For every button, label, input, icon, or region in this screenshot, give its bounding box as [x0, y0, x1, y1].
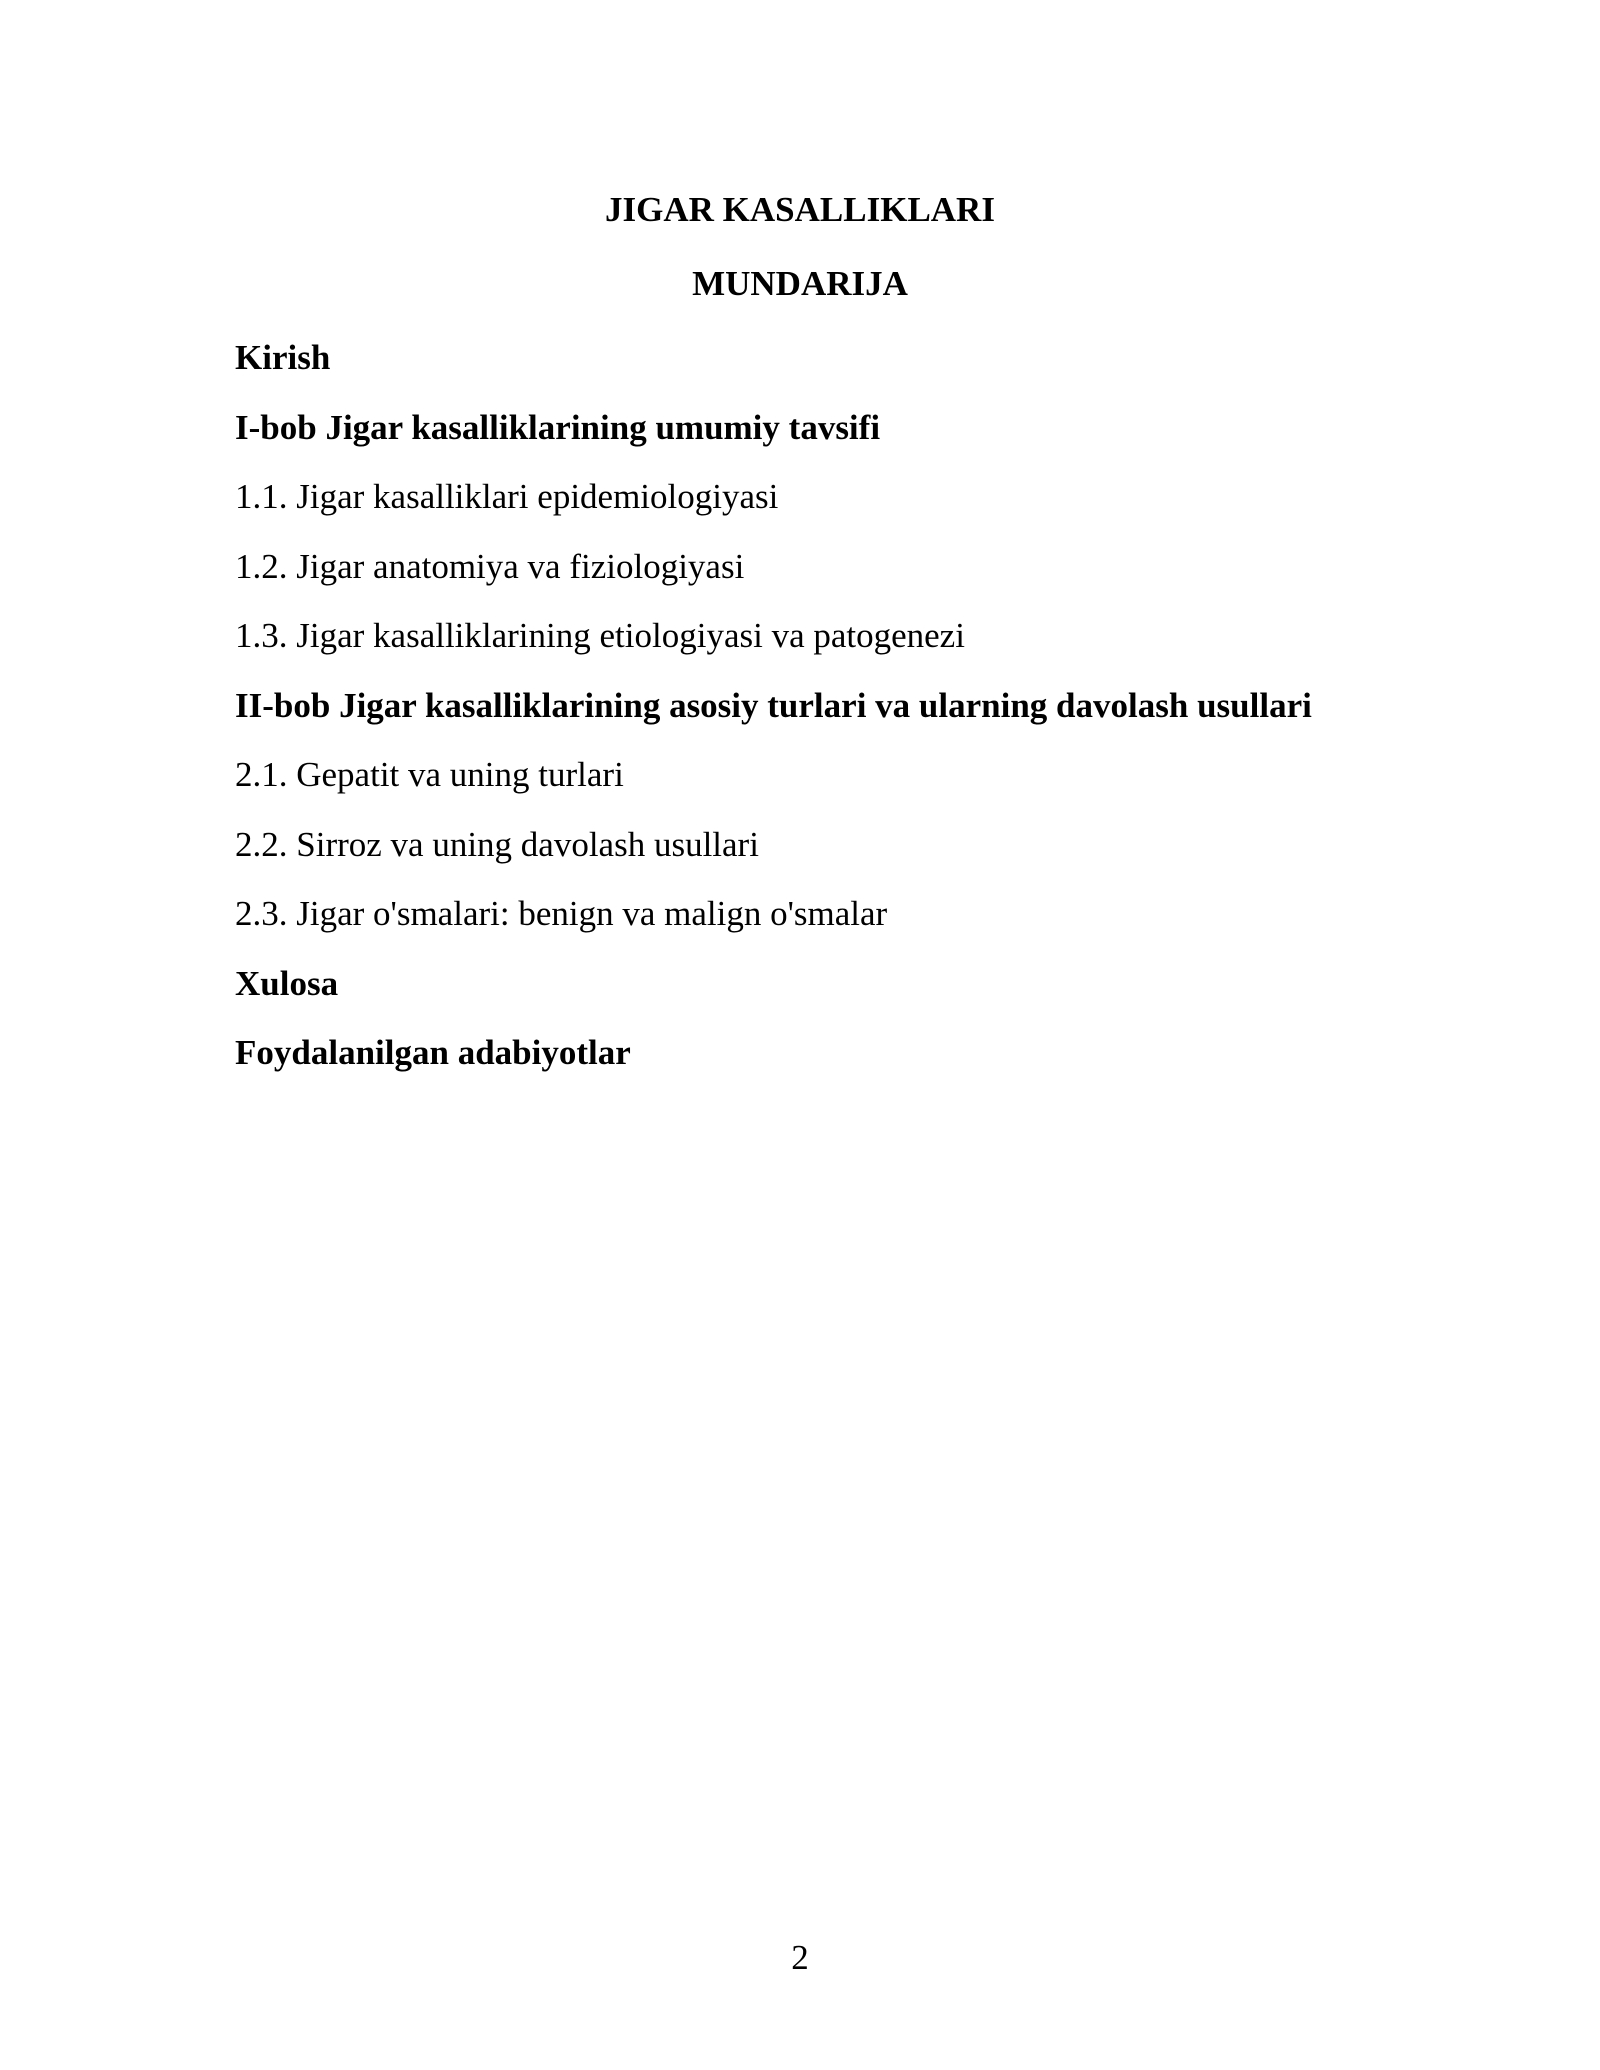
toc-entry-references: Foydalanilgan adabiyotlar: [235, 1033, 631, 1072]
document-title: JIGAR KASALLIKLARI: [605, 190, 995, 229]
toc-entry-section-1-2: 1.2. Jigar anatomiya va fiziologiyasi: [235, 546, 745, 586]
toc-heading: MUNDARIJA: [692, 264, 908, 303]
toc-entry-section-2-2: 2.2. Sirroz va uning davolash usullari: [235, 824, 759, 864]
table-of-contents: [235, 336, 1435, 1101]
toc-entry-introduction: Kirish: [235, 338, 331, 377]
page-number: 2: [791, 1938, 809, 1977]
toc-entry-section-1-1: 1.1. Jigar kasalliklari epidemiologiyasi: [235, 477, 779, 516]
toc-entry-section-2-1: 2.1. Gepatit va uning turlari: [235, 755, 624, 794]
toc-entry-conclusion: Xulosa: [235, 963, 339, 1003]
toc-entry-section-2-3: 2.3. Jigar o'smalari: benign va malign o'smalar: [235, 894, 888, 933]
toc-entry-section-1-3: 1.3. Jigar kasalliklarining etiologiyasi va patogenezi: [235, 616, 965, 655]
toc-entry-chapter-2: II-bob Jigar kasalliklarining asosiy turlari va ularning davolash usullari: [235, 685, 1312, 725]
toc-entry-chapter-1: I-bob Jigar kasalliklarining umumiy tavsifi: [235, 407, 881, 447]
